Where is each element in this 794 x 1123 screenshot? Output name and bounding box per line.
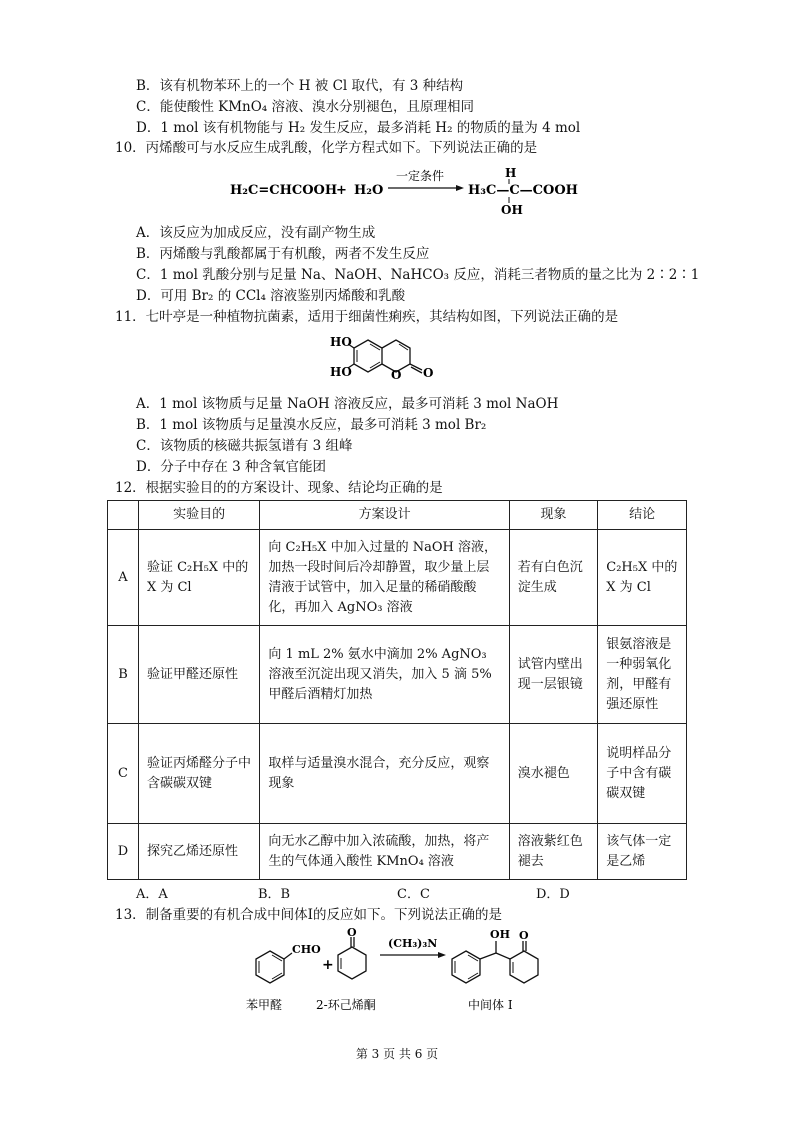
hydroxyl-bottom: HO: [330, 365, 352, 379]
header-key: [108, 501, 139, 530]
row-phenomenon: 溶液紫红色褪去: [509, 824, 597, 880]
q10-product-h: H: [505, 166, 517, 180]
row-conclusion: 银氨溶液是一种弱氧化剂，甲醛有强还原性: [598, 626, 687, 724]
q9-option-d: D．1 mol 该有机物能与 H₂ 发生反应，最多消耗 H₂ 的物质的量为 4 mol: [136, 120, 581, 136]
name-intermediate: 中间体 I: [468, 998, 513, 1012]
q10-option-b: B．丙烯酸与乳酸都属于有机酸，两者不发生反应: [136, 246, 430, 262]
q11-option-b: B．1 mol 该物质与足量溴水反应，最多可消耗 3 mol Br₂: [136, 417, 487, 433]
amine-reagent: (CH₃)₃N: [388, 937, 438, 950]
row-key: C: [108, 724, 139, 824]
row-design: 向 C₂H₅X 中加入过量的 NaOH 溶液，加热一段时间后冷却静置，取少量上层清液于试管中，加入足量的稀硝酸酸化，再加入 AgNO₃ 溶液: [260, 530, 509, 626]
row-design: 取样与适量溴水混合，充分反应，观察现象: [260, 724, 509, 824]
table-row: [108, 530, 687, 626]
carbonyl-oxygen: O: [423, 366, 434, 380]
header-phenomenon: 现象: [509, 501, 597, 530]
q12-choice-b: B．B: [258, 887, 291, 902]
q12-choice-a: A．A: [136, 887, 168, 902]
q12-choice-d: D．D: [536, 887, 570, 902]
q10-option-a: A．该反应为加成反应，没有副产物生成: [136, 225, 376, 241]
row-key: D: [108, 824, 139, 880]
row-phenomenon: 试管内壁出现一层银镜: [509, 626, 597, 724]
table-row: [108, 626, 687, 724]
q13-reaction-scheme: [240, 925, 570, 1013]
q12-choice-c: C．C: [397, 887, 430, 902]
row-purpose: 验证 C₂H₅X 中的 X 为 Cl: [138, 530, 259, 626]
q10-option-c: C．1 mol 乳酸分别与足量 Na、NaOH、NaHCO₃ 反应，消耗三者物质的量之比为 2∶2∶1: [136, 267, 700, 283]
q10-reactant1: H₂C=CHCOOH: [230, 183, 338, 198]
q11-option-d: D．分子中存在 3 种含氧官能团: [136, 459, 326, 475]
row-key: B: [108, 626, 139, 724]
header-design: 方案设计: [260, 501, 509, 530]
header-conclusion: 结论: [598, 501, 687, 530]
product-hydroxyl: OH: [490, 928, 510, 941]
q10-reactant2: H₂O: [354, 183, 384, 198]
name-benzaldehyde: 苯甲醛: [246, 998, 283, 1012]
ring-oxygen: O: [391, 368, 402, 382]
q9-option-b: B．该有机物苯环上的一个 H 被 Cl 取代，有 3 种结构: [136, 78, 464, 94]
row-phenomenon: 溴水褪色: [509, 724, 597, 824]
header-purpose: 实验目的: [138, 501, 259, 530]
row-purpose: 探究乙烯还原性: [138, 824, 259, 880]
q12-stem: 12．根据实验目的的方案设计、现象、结论均正确的是: [115, 480, 443, 496]
experiment-table: [107, 500, 687, 880]
q9-option-c: C．能使酸性 KMnO₄ 溶液、溴水分别褪色，且原理相同: [136, 99, 474, 115]
page-footer: 第 3 页 共 6 页: [355, 1047, 439, 1061]
table-row: [108, 824, 687, 880]
table-header-row: [108, 501, 687, 530]
q11-option-c: C．该物质的核磁共振氢谱有 3 组峰: [136, 438, 353, 454]
q13-plus: +: [322, 957, 334, 973]
row-purpose: 验证甲醛还原性: [138, 626, 259, 724]
row-phenomenon: 若有白色沉淀生成: [509, 530, 597, 626]
q10-product: H₃C—C—COOH: [468, 183, 578, 198]
esculetin-structure: [330, 330, 470, 390]
q10-plus: +: [336, 183, 347, 198]
q10-condition: 一定条件: [396, 169, 445, 183]
table-row: [108, 724, 687, 824]
row-design: 向无水乙醇中加入浓硫酸，加热，将产生的气体通入酸性 KMnO₄ 溶液: [260, 824, 509, 880]
row-conclusion: C₂H₅X 中的 X 为 Cl: [598, 530, 687, 626]
q13-stem: 13．制备重要的有机合成中间体Ⅰ的反应如下。下列说法正确的是: [115, 907, 503, 923]
hydroxyl-top: HO: [330, 335, 352, 349]
row-key: A: [108, 530, 139, 626]
aldehyde-group: CHO: [292, 943, 321, 956]
q10-option-d: D．可用 Br₂ 的 CCl₄ 溶液鉴别丙烯酸和乳酸: [136, 288, 406, 304]
q11-stem: 11．七叶亭是一种植物抗菌素，适用于细菌性痢疾，其结构如图，下列说法正确的是: [115, 309, 619, 325]
row-conclusion: 该气体一定是乙烯: [598, 824, 687, 880]
q10-equation: [220, 166, 600, 218]
q10-product-oh: OH: [501, 203, 523, 217]
name-cyclohexenone: 2-环己烯酮: [316, 998, 376, 1012]
row-conclusion: 说明样品分子中含有碳碳双键: [598, 724, 687, 824]
ketone-oxygen: O: [347, 926, 357, 939]
product-carbonyl-oxygen: O: [519, 929, 529, 942]
row-design: 向 1 mL 2% 氨水中滴加 2% AgNO₃ 溶液至沉淀出现又消失，加入 5 滴 5% 甲醛后酒精灯加热: [260, 626, 509, 724]
q11-option-a: A．1 mol 该物质与足量 NaOH 溶液反应，最多可消耗 3 mol NaOH: [136, 396, 559, 412]
q10-stem: 10．丙烯酸可与水反应生成乳酸，化学方程式如下。下列说法正确的是: [115, 140, 538, 156]
row-purpose: 验证丙烯醛分子中含碳碳双键: [138, 724, 259, 824]
